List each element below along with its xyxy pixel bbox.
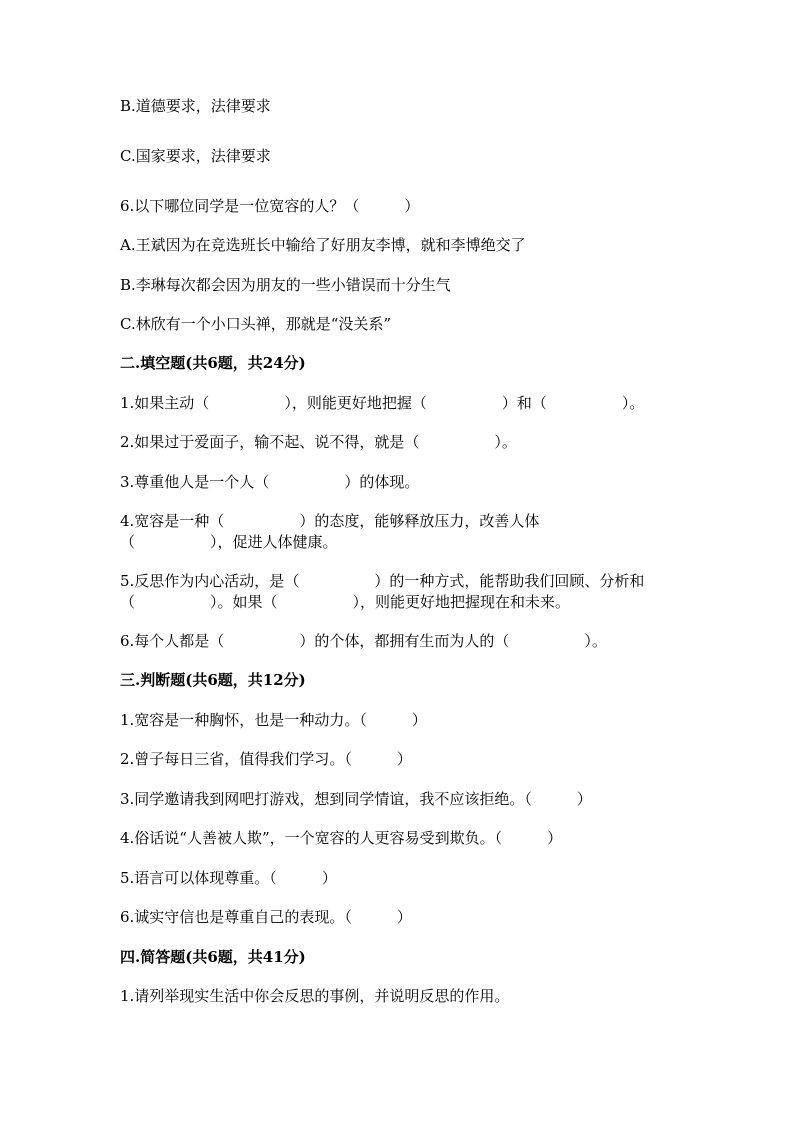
judge-question-5: 5.语言可以体现尊重。（ ） <box>120 869 337 887</box>
option-5c: C.国家要求，法律要求 <box>120 147 271 165</box>
section-heading-true-false: 三.判断题(共6题，共12分) <box>120 671 306 689</box>
short-answer-question-1: 1.请列举现实生活中你会反思的事例，并说明反思的作用。 <box>120 987 510 1005</box>
exam-page <box>120 0 690 1123</box>
fill-question-3: 3.尊重他人是一个人（ ）的体现。 <box>120 473 420 491</box>
fill-question-2: 2.如果过于爱面子，输不起、说不得，就是（ ）。 <box>120 433 517 451</box>
option-6b: B.李琳每次都会因为朋友的一些小错误而十分生气 <box>120 276 451 294</box>
judge-question-3: 3.同学邀请我到网吧打游戏，想到同学情谊，我不应该拒绝。（ ） <box>120 790 592 808</box>
fill-question-1: 1.如果主动（ ），则能更好地把握（ ）和（ ）。 <box>120 394 645 412</box>
section-heading-fill-in: 二.填空题(共6题，共24分) <box>120 354 306 372</box>
judge-question-6: 6.诚实守信也是尊重自己的表现。（ ） <box>120 908 412 926</box>
option-6c: C.林欣有一个小口头禅，那就是“没关系” <box>120 315 392 333</box>
fill-question-6: 6.每个人都是（ ）的个体，都拥有生而为人的（ ）。 <box>120 632 607 650</box>
judge-question-1: 1.宽容是一种胸怀，也是一种动力。（ ） <box>120 711 427 729</box>
fill-question-4-line-1: 4.宽容是一种（ ）的态度，能够释放压力，改善人体 <box>120 512 540 530</box>
fill-question-5-line-2: （ ）。如果（ ），则能更好地把握现在和未来。 <box>120 593 571 611</box>
judge-question-2: 2.曾子每日三省，值得我们学习。（ ） <box>120 750 412 768</box>
fill-question-4-line-2: （ ），促进人体健康。 <box>120 533 338 551</box>
option-6a: A.王斌因为在竞选班长中输给了好朋友李博，就和李博绝交了 <box>120 236 526 254</box>
judge-question-4: 4.俗话说“人善被人欺”，一个宽容的人更容易受到欺负。（ ） <box>120 829 563 847</box>
fill-question-5-line-1: 5.反思作为内心活动，是（ ）的一种方式，能帮助我们回顾、分析和 <box>120 572 645 590</box>
section-heading-short-answer: 四.简答题(共6题，共41分) <box>120 948 306 966</box>
option-5b: B.道德要求，法律要求 <box>120 97 271 115</box>
question-6-stem: 6.以下哪位同学是一位宽容的人？（ ） <box>120 197 420 215</box>
